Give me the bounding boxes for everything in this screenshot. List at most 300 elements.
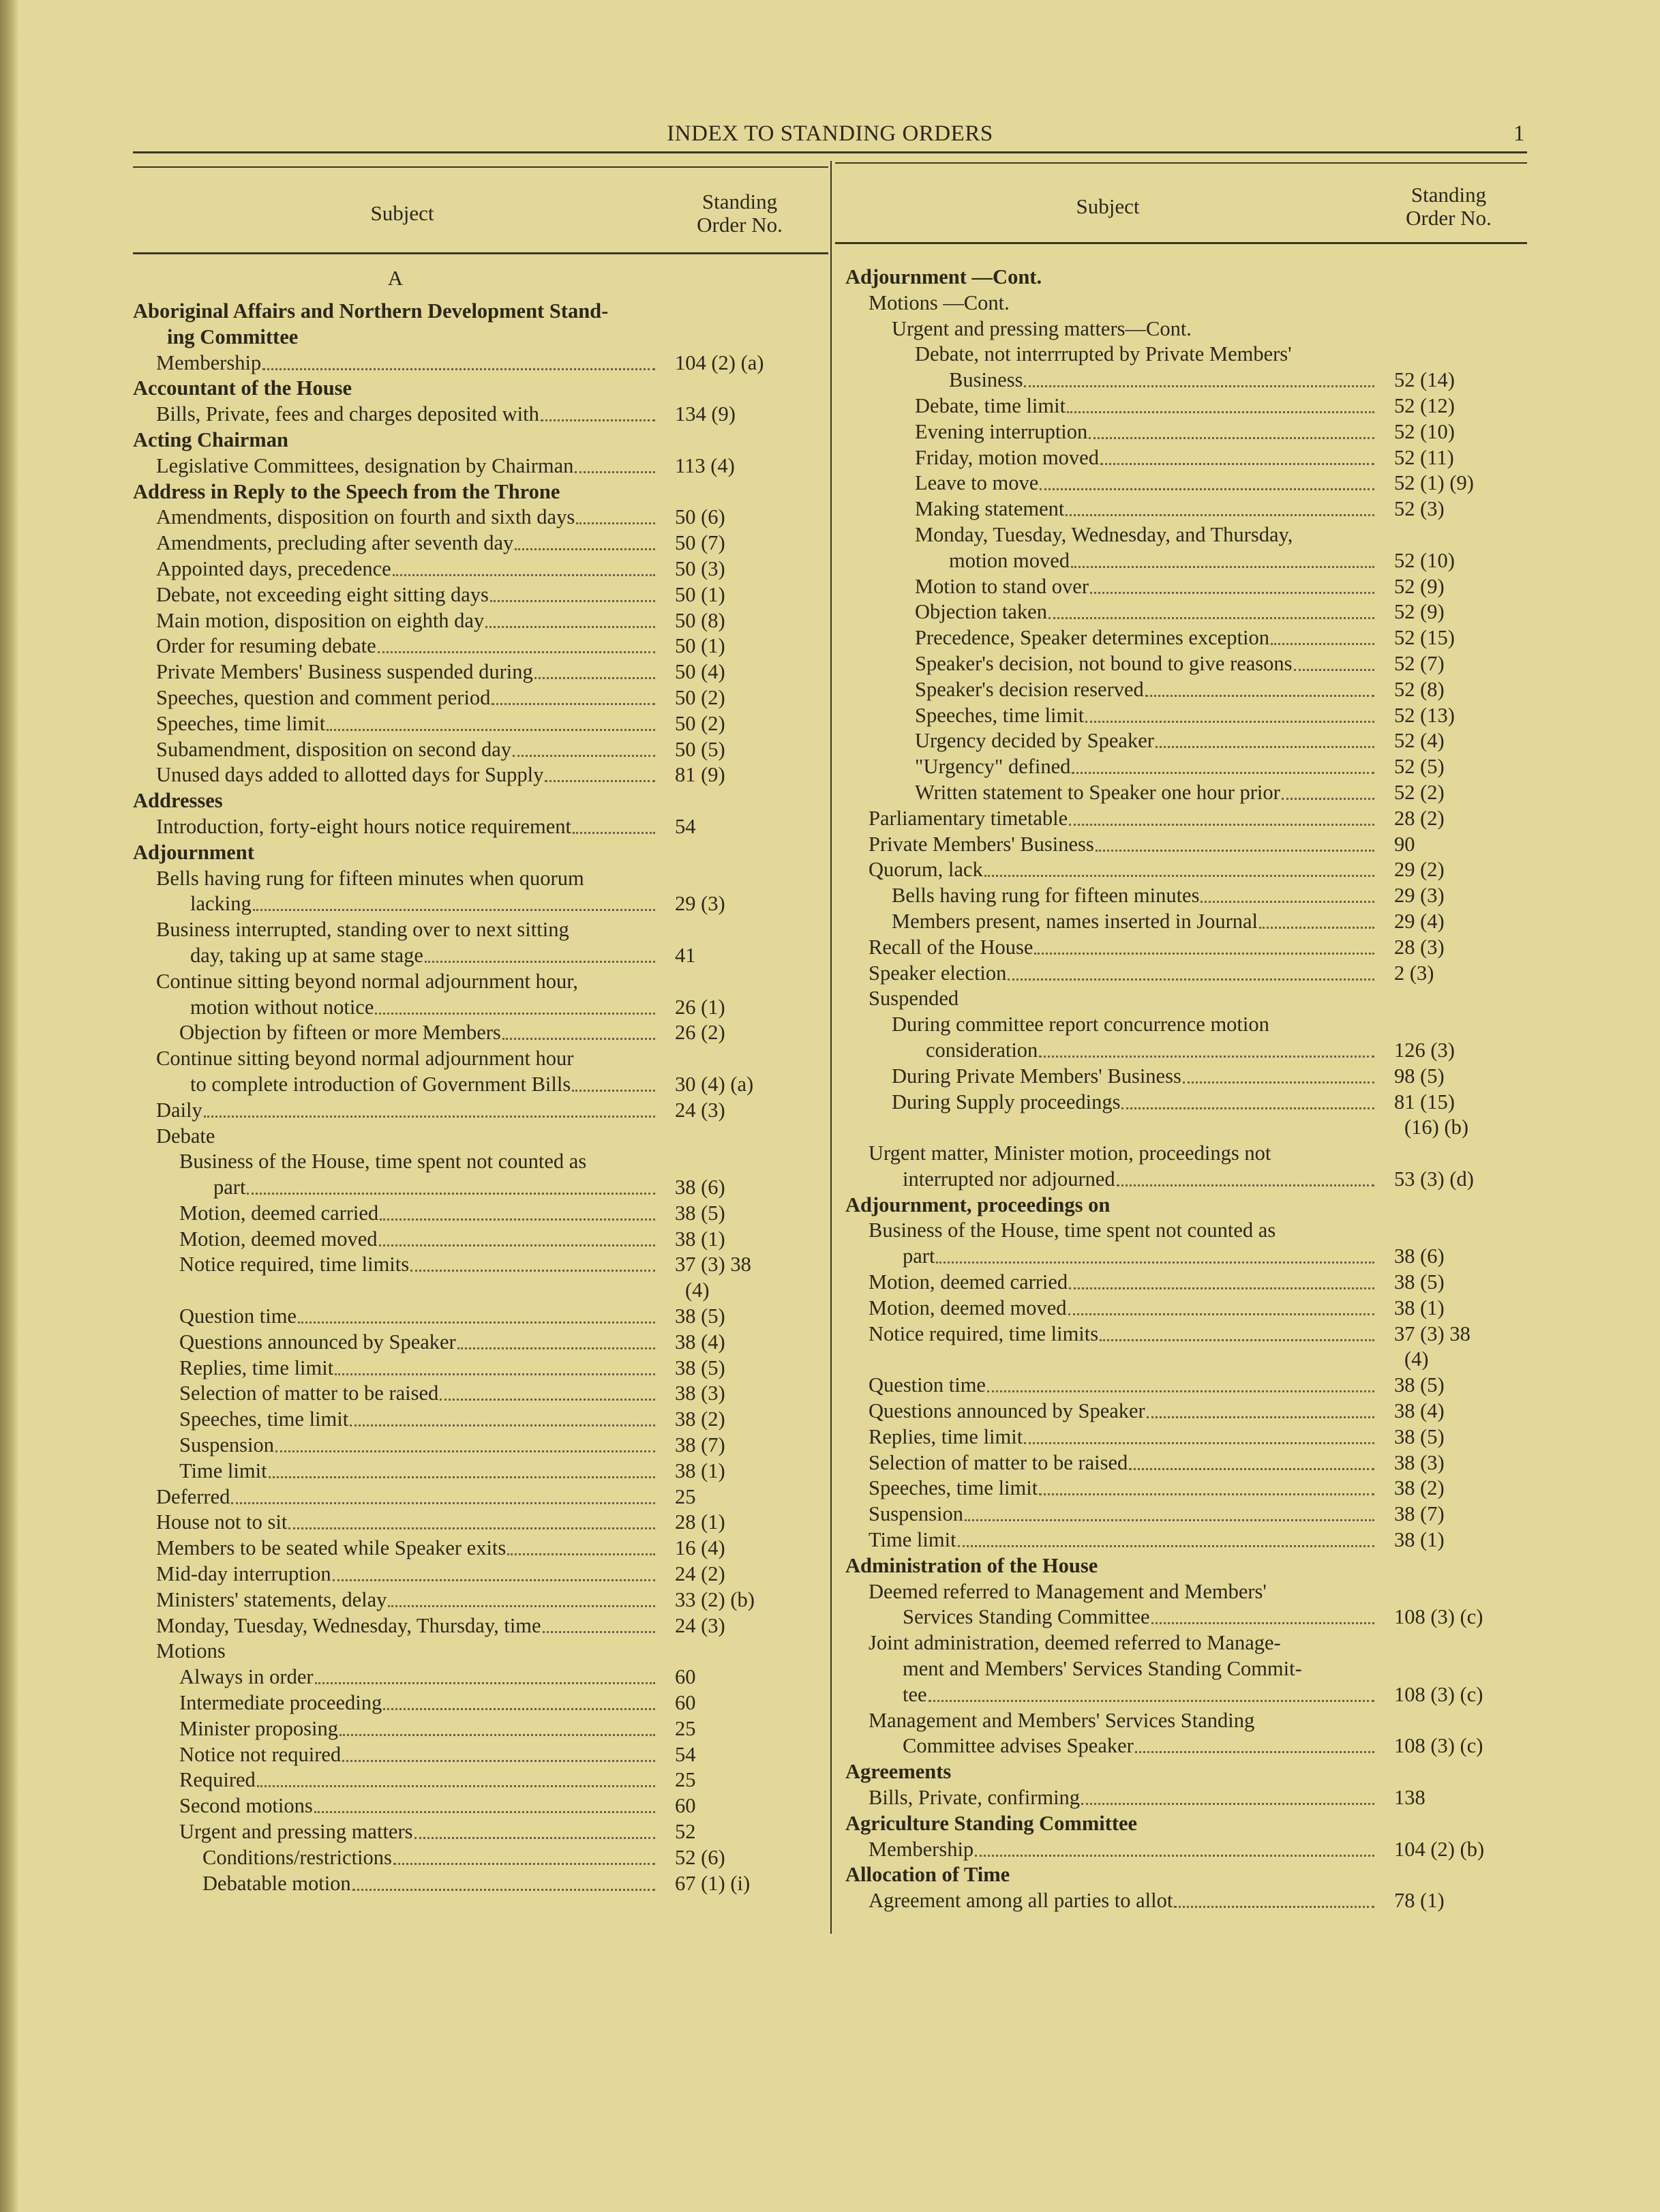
entry-subject-continued	[903, 1604, 1377, 1630]
entry-subject	[179, 1330, 658, 1356]
heading-text: Adjournment —Cont.	[845, 265, 1042, 288]
entry-subject-text: Urgent and pressing matters	[179, 1820, 413, 1844]
entry-subject-text: Intermediate proceeding	[179, 1691, 382, 1715]
dot-leader	[1096, 832, 1374, 852]
standing-order-ref: 52 (3)	[1394, 497, 1445, 521]
dot-leader	[1089, 419, 1374, 439]
standing-order-ref-continued: (4)	[1404, 1347, 1429, 1371]
standing-order-ref: 38 (3)	[675, 1381, 725, 1405]
entry-subject-continued-text: interrupted nor adjourned	[903, 1167, 1115, 1191]
entry-subject	[869, 1296, 1377, 1321]
entry-subject-text: Debatable motion	[202, 1871, 351, 1895]
index-entry	[133, 1639, 787, 1664]
index-entry	[845, 1476, 1520, 1501]
standing-order-ref: 2 (3)	[1394, 961, 1434, 985]
index-entry	[133, 762, 787, 788]
entry-subject-text: Conditions/restrictions	[202, 1845, 392, 1869]
standing-order-ref: 108 (3) (c)	[1394, 1605, 1483, 1629]
standing-order-ref: 113 (4)	[675, 453, 735, 477]
entry-subject	[869, 1888, 1377, 1914]
standing-order-ref: 52 (1) (9)	[1394, 471, 1474, 495]
entry-subject-text: Private Members' Business	[869, 832, 1094, 856]
standing-order-ref: 98 (5)	[1394, 1064, 1445, 1088]
entry-subject-text: Bells having rung for fifteen minutes	[892, 884, 1200, 908]
standing-order-ref: 52 (11)	[1394, 445, 1454, 469]
entry-subject	[869, 935, 1377, 961]
entry-subject-text: Urgency decided by Speaker	[915, 729, 1154, 753]
entry-subject	[869, 806, 1377, 832]
entry-subject-text: Notice required, time limits	[179, 1253, 410, 1276]
index-entry	[845, 1501, 1520, 1527]
entry-subject: Deemed referred to Management and Members'	[869, 1579, 1267, 1603]
heading-text: Agreements	[845, 1760, 952, 1784]
entry-subject-text: Precedence, Speaker determines exception	[915, 626, 1269, 650]
index-entry	[133, 1716, 787, 1742]
dot-leader	[492, 685, 655, 705]
index-heading	[133, 299, 787, 350]
entry-subject	[915, 574, 1377, 600]
entry-subject-text: Speeches, time limit	[915, 703, 1085, 727]
entry-subject	[869, 1501, 1377, 1527]
entry-subject-text: Recall of the House	[869, 935, 1033, 959]
heading-text: Agriculture Standing Committee	[845, 1811, 1138, 1835]
dot-leader	[1174, 1888, 1374, 1908]
standing-order-ref: 26 (2)	[675, 1021, 725, 1045]
entry-subject	[915, 651, 1377, 677]
entry-subject	[179, 1020, 658, 1046]
dot-leader	[545, 762, 655, 782]
dot-leader	[315, 1664, 655, 1684]
entry-subject	[869, 1373, 1377, 1399]
entry-subject	[179, 1742, 658, 1768]
standing-order-ref: 25	[675, 1484, 696, 1508]
entry-subject-text: Daily	[156, 1098, 202, 1122]
index-entry	[845, 1218, 1520, 1270]
standing-order-ref: 38 (5)	[675, 1356, 725, 1379]
index-entry	[133, 1433, 787, 1459]
right-subject-heading	[835, 169, 1380, 244]
heading-text: Accountant of the House	[133, 376, 352, 400]
entry-subject: Urgent and pressing matters—Cont.	[892, 316, 1192, 340]
heading-text: Aboriginal Affairs and Northern Development Stand-	[133, 299, 609, 323]
entry-subject	[915, 780, 1377, 806]
dot-leader	[379, 1227, 655, 1246]
entry-subject: Motions	[156, 1639, 226, 1663]
standing-order-ref: 52 (5)	[1394, 755, 1445, 779]
index-entry	[133, 1690, 787, 1716]
entry-subject	[156, 556, 658, 582]
dot-leader	[314, 1793, 655, 1813]
entry-subject	[869, 1321, 1377, 1347]
dot-leader	[393, 1845, 655, 1865]
dot-leader	[572, 1072, 655, 1092]
standing-order-ref: 50 (3)	[675, 556, 725, 580]
entry-subject	[869, 1837, 1377, 1863]
standing-order-ref: 24 (3)	[675, 1613, 725, 1637]
entry-subject-text: Subamendment, disposition on second day	[156, 737, 511, 761]
index-entry	[845, 728, 1520, 754]
index-heading	[133, 840, 787, 866]
entry-subject-text: Membership	[869, 1837, 974, 1861]
entry-subject	[202, 1845, 658, 1871]
entry-subject	[179, 1433, 658, 1459]
index-entry	[845, 1296, 1520, 1321]
entry-subject-text: Selection of matter to be raised	[179, 1381, 439, 1405]
dot-leader	[1282, 780, 1374, 800]
entry-subject	[869, 1424, 1377, 1450]
standing-order-ref: 60	[675, 1691, 696, 1715]
entry-subject	[156, 505, 658, 530]
index-entry	[845, 1321, 1520, 1373]
dot-leader	[576, 505, 655, 524]
entry-subject: Monday, Tuesday, Wednesday, and Thursday,	[915, 522, 1293, 546]
index-entry	[845, 1424, 1520, 1450]
standing-order-ref: 38 (5)	[1394, 1373, 1445, 1397]
entry-subject: Business of the House, time spent not counted as	[179, 1150, 587, 1174]
entry-subject-text: Selection of matter to be raised	[869, 1450, 1128, 1474]
entry-subject-text: Time limit	[179, 1459, 267, 1482]
dot-leader	[534, 659, 655, 679]
standing-order-ref: 38 (5)	[1394, 1270, 1445, 1294]
dot-leader	[1271, 625, 1374, 645]
entry-subject: Debate	[156, 1124, 215, 1148]
entry-subject	[179, 1304, 658, 1330]
dot-leader	[1100, 1321, 1374, 1341]
entry-subject: Joint administration, deemed referred to Manage-	[869, 1631, 1281, 1655]
entry-subject	[915, 470, 1377, 496]
entry-subject-continued	[213, 1175, 658, 1201]
entry-subject	[156, 453, 658, 479]
index-entry	[133, 814, 787, 840]
dot-leader	[1121, 1090, 1374, 1109]
standing-order-ref: 28 (2)	[1394, 806, 1445, 830]
dot-leader	[440, 1381, 655, 1401]
dot-leader	[247, 1175, 655, 1195]
index-entry	[133, 685, 787, 711]
index-entry	[845, 522, 1520, 574]
index-entry	[845, 780, 1520, 806]
entry-subject	[869, 1450, 1377, 1476]
index-entry	[133, 1149, 787, 1201]
entry-subject	[915, 625, 1377, 651]
entry-subject: Management and Members' Services Standing	[869, 1708, 1255, 1732]
index-entry	[133, 969, 787, 1021]
index-entry	[845, 1373, 1520, 1399]
standing-order-ref: 24 (2)	[675, 1562, 725, 1586]
standing-order-ref: 29 (2)	[1394, 858, 1445, 882]
dot-leader	[1066, 496, 1374, 516]
dot-leader	[275, 1433, 655, 1452]
index-entry	[133, 1742, 787, 1768]
dot-leader	[1135, 1733, 1374, 1753]
standing-order-ref: 37 (3) 38	[675, 1253, 751, 1276]
entry-subject-text: Making statement	[915, 497, 1065, 521]
index-entry	[845, 651, 1520, 677]
standing-order-ref: 52 (10)	[1394, 548, 1455, 572]
standing-order-ref: 38 (6)	[675, 1176, 725, 1199]
dot-leader	[1039, 1476, 1374, 1495]
entry-subject	[156, 1098, 658, 1124]
index-entry	[133, 1793, 787, 1819]
index-entry	[133, 1510, 787, 1536]
dot-leader	[541, 402, 655, 421]
dot-leader	[1183, 1064, 1374, 1083]
entry-subject-continued	[926, 1038, 1377, 1064]
right-order-heading	[1377, 169, 1520, 244]
dot-leader	[485, 608, 655, 628]
entry-subject-text: Bills, Private, fees and charges deposited with	[156, 402, 539, 426]
table-top-rule-right	[835, 162, 1527, 164]
entry-subject	[915, 419, 1377, 445]
index-entry	[845, 1141, 1520, 1193]
standing-order-ref: 50 (5)	[675, 737, 725, 761]
entry-subject-text: Order for resuming debate	[156, 634, 376, 658]
index-entry	[845, 857, 1520, 883]
standing-order-ref: 52 (9)	[1394, 574, 1445, 598]
standing-order-ref: 52 (8)	[1394, 677, 1445, 701]
left-order-label-2: Order No.	[697, 213, 783, 237]
entry-subject-text: Suspension	[869, 1502, 963, 1526]
entry-subject	[156, 608, 658, 634]
standing-order-ref: 138	[1394, 1786, 1425, 1810]
standing-order-ref-continued: (16) (b)	[1404, 1116, 1469, 1139]
entry-subject	[915, 496, 1377, 522]
dot-leader	[502, 1020, 655, 1040]
dot-leader	[1068, 1296, 1374, 1315]
entry-subject: Business of the House, time spent not counted as	[869, 1219, 1276, 1242]
index-entry	[133, 1046, 787, 1098]
entry-subject	[156, 1613, 658, 1639]
standing-order-ref: 38 (4)	[1394, 1399, 1445, 1423]
standing-order-ref: 25	[675, 1768, 696, 1792]
entry-subject	[156, 633, 658, 659]
index-entry	[133, 1381, 787, 1407]
table-head-rule-left	[133, 252, 828, 254]
entry-subject-text: Main motion, disposition on eighth day	[156, 608, 485, 632]
standing-order-ref: 26 (1)	[675, 995, 725, 1019]
entry-subject-text: Speaker election	[869, 961, 1007, 985]
index-entry	[133, 1767, 787, 1793]
entry-subject-text: Debate, time limit	[915, 393, 1066, 417]
entry-subject-continued-text: motion moved	[949, 548, 1070, 572]
standing-order-ref: 38 (1)	[1394, 1528, 1445, 1552]
index-entry	[133, 1819, 787, 1845]
entry-subject	[915, 445, 1377, 471]
entry-subject-text: Objection taken	[915, 600, 1047, 624]
standing-order-ref: 52 (15)	[1394, 626, 1455, 650]
entry-subject	[179, 1459, 658, 1484]
index-entry	[845, 961, 1520, 987]
standing-order-ref: 30 (4) (a)	[675, 1072, 754, 1096]
entry-subject-text: Speaker's decision reserved	[915, 677, 1144, 701]
dot-leader	[1069, 1270, 1374, 1289]
dot-leader	[1071, 548, 1374, 568]
index-entry	[845, 342, 1520, 393]
index-entry	[133, 1124, 787, 1150]
column-divider	[830, 161, 832, 1934]
index-entry	[133, 1304, 787, 1330]
dot-leader	[929, 1682, 1374, 1702]
standing-order-ref: 38 (5)	[675, 1304, 725, 1328]
entry-subject-continued	[190, 891, 658, 917]
entry-subject-text: Bills, Private, confirming	[869, 1786, 1081, 1810]
entry-subject-text: Speeches, time limit	[179, 1407, 349, 1431]
entry-subject	[179, 1227, 658, 1253]
standing-order-ref: 50 (1)	[675, 582, 725, 606]
index-heading	[845, 1862, 1520, 1888]
index-entry	[845, 1785, 1520, 1811]
standing-order-ref: 16 (4)	[675, 1536, 725, 1560]
entry-subject-text: Mid-day interruption	[156, 1562, 331, 1586]
entry-subject-text: Motion, deemed carried	[869, 1270, 1068, 1294]
index-entry	[845, 1708, 1520, 1760]
entry-subject-continued: ment and Members' Services Standing Commit-	[903, 1657, 1302, 1681]
index-entry	[845, 677, 1520, 703]
index-entry	[133, 505, 787, 530]
entry-subject-text: Minister proposing	[179, 1716, 338, 1740]
dot-leader	[1069, 806, 1374, 826]
standing-order-ref: 60	[675, 1794, 696, 1818]
standing-order-ref: 38 (6)	[1394, 1244, 1445, 1268]
dot-leader	[490, 582, 655, 602]
entry-subject-text: Leave to move	[915, 471, 1039, 495]
dot-leader	[269, 1459, 655, 1478]
dot-leader	[204, 1098, 655, 1118]
dot-leader	[1090, 574, 1374, 594]
entry-subject	[156, 530, 658, 556]
standing-order-ref: 25	[675, 1716, 696, 1740]
dot-leader	[388, 1587, 655, 1607]
index-entry	[133, 1561, 787, 1587]
entry-subject-text: Monday, Tuesday, Wednesday, Thursday, time	[156, 1613, 541, 1637]
dot-leader	[575, 453, 655, 473]
heading-text-continued: ing Committee	[167, 325, 299, 348]
entry-subject	[156, 582, 658, 608]
entry-subject	[179, 1201, 658, 1227]
left-order-heading	[671, 176, 808, 251]
entry-subject-text: Friday, motion moved	[915, 445, 1099, 469]
entry-subject-text: Evening interruption	[915, 419, 1088, 443]
entry-subject	[156, 685, 658, 711]
dot-leader	[1201, 883, 1374, 903]
index-entry	[133, 1252, 787, 1304]
entry-subject-text: Unused days added to allotted days for Supply	[156, 763, 544, 787]
entry-subject-text: During Supply proceedings	[892, 1090, 1121, 1114]
dot-leader	[507, 1536, 655, 1555]
standing-order-ref: 38 (5)	[1394, 1424, 1445, 1448]
entry-subject-continued-text: part	[903, 1244, 935, 1268]
entry-subject	[869, 1399, 1377, 1424]
standing-order-ref: 29 (3)	[675, 892, 725, 916]
entry-subject-continued-text: consideration	[926, 1038, 1038, 1062]
entry-subject-continued-text: to complete introduction of Government Bills	[190, 1072, 571, 1096]
standing-order-ref: 126 (3)	[1394, 1038, 1455, 1062]
index-entry	[845, 290, 1520, 316]
heading-text: Adjournment	[133, 840, 254, 864]
dot-leader	[1048, 599, 1374, 619]
dot-leader	[352, 1871, 655, 1891]
entry-subject-text: Legislative Committees, designation by Chairman	[156, 453, 574, 477]
entry-subject-continued	[190, 995, 658, 1021]
dot-leader	[457, 1330, 655, 1349]
index-column-right	[845, 265, 1520, 1914]
dot-leader	[958, 1527, 1374, 1547]
dot-leader	[414, 1819, 656, 1839]
index-entry	[845, 909, 1520, 935]
entry-subject	[156, 350, 658, 376]
entry-subject	[179, 1381, 658, 1407]
index-entry	[845, 625, 1520, 651]
entry-subject-text: Private Members' Business suspended during	[156, 660, 533, 684]
entry-subject-text: Questions announced by Speaker	[869, 1399, 1145, 1423]
entry-subject-continued-text: tee	[903, 1682, 927, 1706]
standing-order-ref: 60	[675, 1665, 696, 1689]
entry-subject	[869, 857, 1377, 883]
index-entry	[845, 1064, 1520, 1090]
entry-subject-text: Question time	[179, 1304, 297, 1328]
dot-leader	[1151, 1604, 1374, 1624]
standing-order-ref: 28 (1)	[675, 1510, 725, 1534]
standing-order-ref: 52 (10)	[1394, 419, 1455, 443]
index-entry	[845, 445, 1520, 471]
index-entry	[133, 1227, 787, 1253]
entry-subject	[869, 961, 1377, 987]
header-rule	[133, 151, 1527, 153]
dot-leader	[253, 891, 655, 911]
index-entry	[845, 1399, 1520, 1424]
index-entry	[845, 1012, 1520, 1064]
entry-subject	[892, 1064, 1377, 1090]
standing-order-ref: 38 (5)	[675, 1201, 725, 1225]
index-entry	[133, 1407, 787, 1433]
standing-order-ref: 29 (3)	[1394, 884, 1445, 908]
entry-subject	[179, 1356, 658, 1381]
dot-leader	[1259, 909, 1374, 929]
index-heading	[133, 479, 787, 505]
entry-subject	[179, 1767, 658, 1793]
index-entry	[845, 599, 1520, 625]
entry-subject-continued	[903, 1167, 1377, 1193]
index-entry	[845, 316, 1520, 342]
dot-leader	[1294, 651, 1374, 671]
dot-leader	[1129, 1450, 1374, 1470]
dot-leader	[936, 1244, 1374, 1264]
dot-leader	[1024, 1424, 1374, 1444]
dot-leader	[410, 1252, 655, 1272]
dot-leader	[383, 1690, 655, 1710]
index-entry	[133, 1356, 787, 1381]
entry-subject: Bells having rung for fifteen minutes when quorum	[156, 866, 584, 890]
index-entry	[133, 1536, 787, 1561]
entry-subject-text: Replies, time limit	[869, 1424, 1023, 1448]
entry-subject: Suspended	[869, 987, 959, 1011]
standing-order-ref: 28 (3)	[1394, 935, 1445, 959]
standing-order-ref: 50 (4)	[675, 660, 725, 684]
standing-order-ref-continued: (4)	[685, 1279, 710, 1302]
entry-subject-text: "Urgency" defined	[915, 755, 1071, 779]
entry-subject	[892, 883, 1377, 909]
dot-leader	[1117, 1167, 1374, 1186]
index-entry	[133, 917, 787, 969]
dot-leader	[378, 633, 655, 653]
entry-subject-text: Suspension	[179, 1433, 274, 1457]
entry-subject	[915, 599, 1377, 625]
entry-subject-text: Deferred	[156, 1484, 230, 1508]
index-entry	[133, 1664, 787, 1690]
entry-subject	[869, 1527, 1377, 1553]
entry-subject-text: Written statement to Speaker one hour prior	[915, 780, 1280, 804]
dot-leader	[335, 1356, 655, 1375]
